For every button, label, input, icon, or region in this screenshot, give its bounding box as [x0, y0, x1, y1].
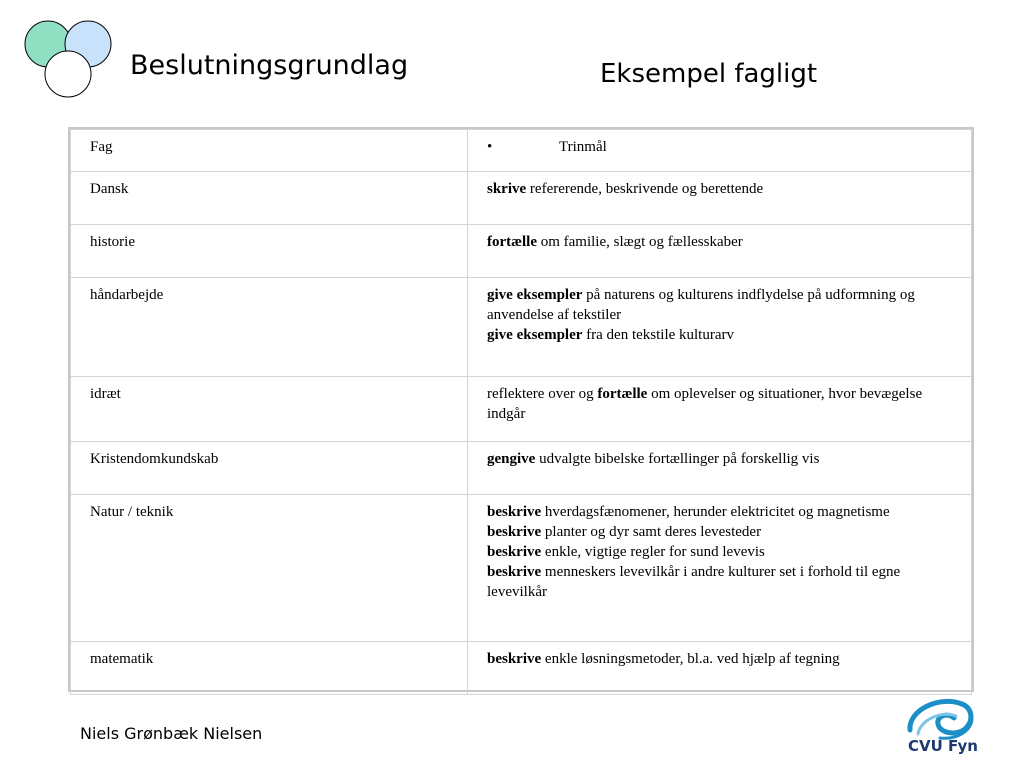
goal-line [487, 384, 961, 424]
goal-text: udvalgte bibelske fortællinger på forskellig vis [535, 451, 820, 467]
goal-text: hverdagsfænomener, herunder elektricitet og magnetisme [541, 504, 890, 520]
subject-cell: matematik [71, 642, 468, 695]
table-row [71, 377, 972, 442]
header-cell-goals [468, 130, 972, 172]
goal-cell [468, 642, 972, 695]
goal-text: om oplevelser og situationer, hvor bevægelse indgår [487, 386, 923, 422]
goal-prefix: reflektere over og [487, 386, 598, 402]
author-name: Niels Grønbæk Nielsen [80, 724, 263, 743]
goal-line [487, 232, 961, 252]
goal-verb: give eksempler [487, 287, 583, 303]
table-row [71, 642, 972, 695]
subject-cell: idræt [71, 377, 468, 442]
goal-text: enkle løsningsmetoder, bl.a. ved hjælp af tegning [541, 651, 840, 667]
goal-verb: beskrive [487, 504, 542, 520]
goal-verb: beskrive [487, 524, 542, 540]
table-row [71, 278, 972, 377]
decorative-circles-icon [0, 0, 120, 100]
subject-cell: Natur / teknik [71, 495, 468, 642]
goal-cell [468, 278, 972, 377]
subject-cell: håndarbejde [71, 278, 468, 377]
goal-text: fra den tekstile kulturarv [582, 327, 735, 343]
goal-cell [468, 172, 972, 225]
goal-verb: skrive [487, 181, 527, 197]
goal-verb: give eksempler [487, 327, 583, 343]
goal-text: på naturens og kulturens indflydelse på udformning og anvendelse af tekstiler [487, 287, 915, 323]
goal-cell [468, 442, 972, 495]
bullet-icon: • [487, 139, 493, 155]
table-header-row [71, 130, 972, 172]
goal-verb: fortælle [597, 386, 648, 402]
goal-line [487, 542, 961, 562]
subject-cell: historie [71, 225, 468, 278]
table-row [71, 225, 972, 278]
goal-line [487, 522, 961, 542]
goal-cell [468, 225, 972, 278]
subject-cell: Kristendomkundskab [71, 442, 468, 495]
goal-line [487, 285, 961, 325]
table-row [71, 495, 972, 642]
subject-cell: Dansk [71, 172, 468, 225]
goal-line [487, 502, 961, 522]
goal-verb: fortælle [487, 234, 537, 250]
logo-text: CVU Fyn [908, 737, 978, 755]
goal-verb: beskrive [487, 544, 542, 560]
page-subtitle: Eksempel fagligt [600, 59, 818, 89]
goal-verb: beskrive [487, 651, 542, 667]
goal-text: enkle, vigtige regler for sund levevis [541, 544, 765, 560]
goal-line [487, 325, 961, 345]
goal-line [487, 449, 961, 469]
goal-text: menneskers levevilkår i andre kulturer set i forhold til egne levevilkår [487, 564, 901, 600]
goal-text: planter og dyr samt deres levesteder [541, 524, 762, 540]
goal-line [487, 562, 961, 602]
header-cell-subject: Fag [71, 130, 468, 172]
table-row [71, 172, 972, 225]
goal-line [487, 649, 961, 669]
goal-verb: gengive [487, 451, 536, 467]
table-row [71, 442, 972, 495]
goal-cell [468, 377, 972, 442]
page-title: Beslutningsgrundlag [130, 50, 409, 81]
goal-line [487, 179, 961, 199]
header-goals-label: Trinmål [559, 139, 607, 155]
curriculum-table [68, 127, 974, 692]
goal-verb: beskrive [487, 564, 542, 580]
goal-text: om familie, slægt og fællesskaber [536, 234, 743, 250]
goal-text: refererende, beskrivende og berettende [526, 181, 764, 197]
goal-cell [468, 495, 972, 642]
